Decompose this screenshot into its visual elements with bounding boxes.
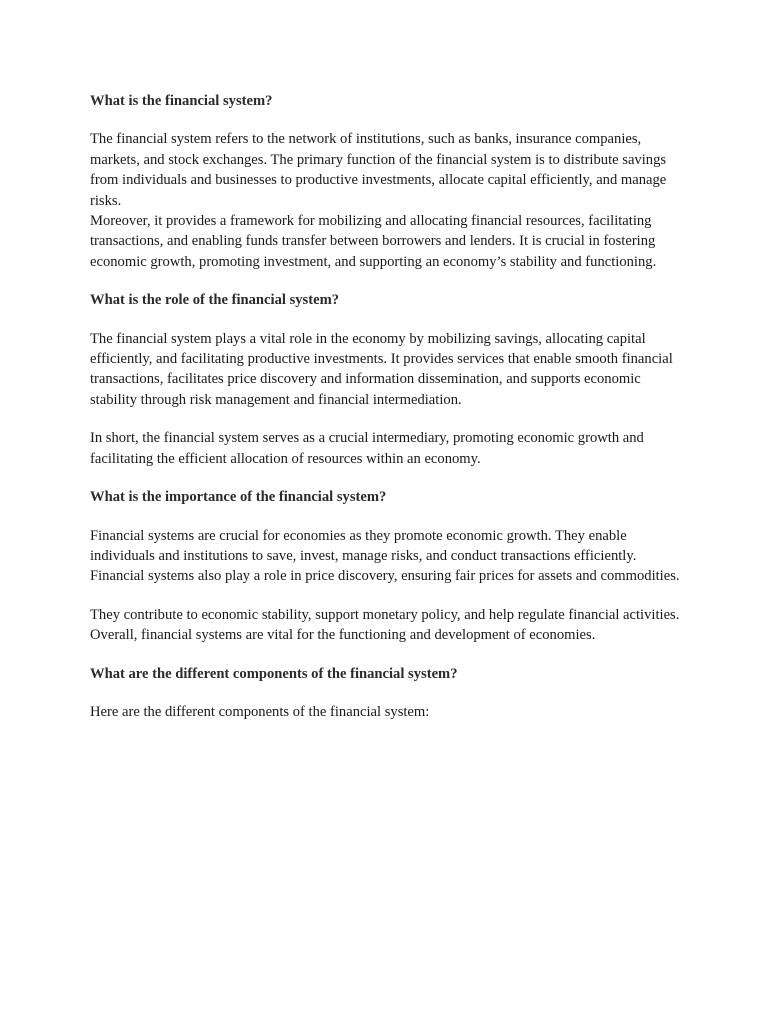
paragraph: Moreover, it provides a framework for mobilizing and allocating financial resources, facilitating transactions, and enabling funds transfer between borrowers and lenders. It is crucial in fostering economic growth, promoting investment, and supporting an economy’s stability and functioning.: [90, 213, 657, 270]
paragraph: In short, the financial system serves as a crucial intermediary, promoting economic growth and facilitating the efficient allocation of resources within an economy.: [90, 430, 644, 467]
paragraph: Financial systems are crucial for economies as they promote economic growth. They enable individuals and institutions to save, invest, manage risks, and conduct transactions efficiently. Financial systems also play a role in price discovery, ensuring fair prices for assets and commodities.: [90, 527, 680, 585]
spacer: [90, 469, 690, 487]
section-heading-role: What is the role of the financial system?: [90, 292, 340, 309]
paragraph: Here are the different components of the financial system:: [90, 703, 430, 720]
paragraph: They contribute to economic stability, support monetary policy, and help regulate financial activities. Overall, financial systems are vital for the functioning and development of economies.: [90, 606, 680, 644]
spacer: [90, 272, 690, 290]
section-heading-importance: What is the importance of the financial system?: [90, 489, 387, 506]
spacer: [90, 111, 690, 129]
spacer: [90, 508, 690, 526]
paragraph: The financial system plays a vital role in the economy by mobilizing savings, allocating capital efficiently, and facilitating productive investments. It provides services that enable smooth financial transactions, facilitates price discovery and information dissemination, and supports economic stability through risk management and financial intermediation.: [90, 330, 673, 408]
section-heading-financial-system: What is the financial system?: [90, 93, 273, 109]
paragraph: The financial system refers to the network of institutions, such as banks, insurance companies, markets, and stock exchanges. The primary function of the financial system is to distribute savings from individuals and businesses to productive investments, allocate capital efficiently, and manage risks.: [90, 131, 667, 209]
spacer: [90, 684, 690, 702]
spacer: [90, 587, 690, 605]
spacer: [90, 646, 690, 664]
spacer: [90, 311, 690, 329]
document-page: [90, 91, 690, 722]
spacer: [90, 410, 690, 428]
section-heading-components: What are the different components of the financial system?: [90, 665, 458, 682]
